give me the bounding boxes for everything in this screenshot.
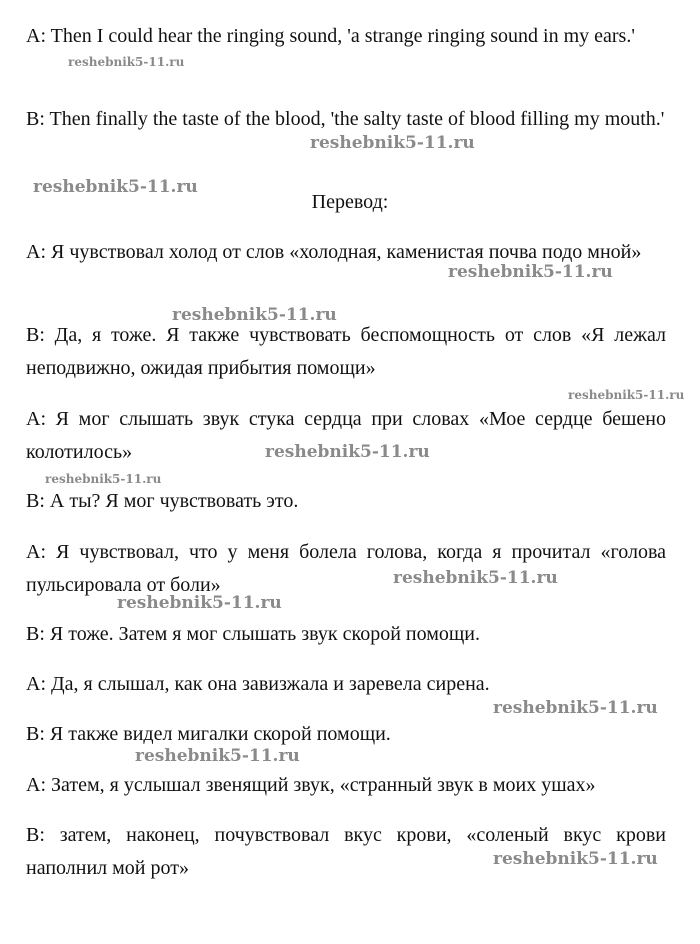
paragraph-ru-b-helpless: B: Да, я тоже. Я также чувствовать беспомощность от слов «Я лежал неподвижно, ожидая прибытия помощи» xyxy=(26,324,666,379)
watermark-12: reshebnik5-11.ru xyxy=(135,746,300,766)
translation-heading: Перевод: xyxy=(311,191,389,213)
watermark-2: reshebnik5-11.ru xyxy=(310,133,475,153)
watermark-4: reshebnik5-11.ru xyxy=(448,262,613,282)
watermark-11: reshebnik5-11.ru xyxy=(493,698,658,718)
watermark-7: reshebnik5-11.ru xyxy=(265,442,430,462)
watermark-9: reshebnik5-11.ru xyxy=(393,568,558,588)
watermark-3: reshebnik5-11.ru xyxy=(33,177,198,197)
watermark-6: reshebnik5-11.ru xyxy=(568,388,685,402)
paragraph-ru-b-ambulance: B: Я тоже. Затем я мог слышать звук скорой помощи. xyxy=(26,623,481,645)
paragraph-ru-a-heart: A: Я мог слышать звук стука сердца при словах «Мое сердце бешено колотилось» xyxy=(26,408,666,463)
watermark-1: reshebnik5-11.ru xyxy=(68,55,185,69)
watermark-10: reshebnik5-11.ru xyxy=(117,593,282,613)
paragraph-ru-a-ringing: A: Затем, я услышал звенящий звук, «странный звук в моих ушах» xyxy=(26,774,596,796)
watermark-13: reshebnik5-11.ru xyxy=(493,849,658,869)
paragraph-ru-a-cold: A: Я чувствовал холод от слов «холодная, каменистая почва подо мной» xyxy=(26,241,642,263)
paragraph-en-b-blood: B: Then finally the taste of the blood, 'the salty taste of blood filling my mouth.' xyxy=(26,108,665,130)
paragraph-ru-b-blood: B: затем, наконец, почувствовал вкус крови, «соленый вкус крови наполнил мой рот» xyxy=(26,824,666,879)
paragraph-ru-b-lights: B: Я также видел мигалки скорой помощи. xyxy=(26,723,391,745)
watermark-8: reshebnik5-11.ru xyxy=(45,472,162,486)
paragraph-en-a-ringing: A: Then I could hear the ringing sound, 'a strange ringing sound in my ears.' xyxy=(26,25,635,47)
paragraph-ru-a-siren: A: Да, я слышал, как она завизжала и заревела сирена. xyxy=(26,673,490,695)
paragraph-ru-a-headache: A: Я чувствовал, что у меня болела голова, когда я прочитал «голова пульсировала от боли» xyxy=(26,541,666,596)
watermark-5: reshebnik5-11.ru xyxy=(172,305,337,325)
paragraph-ru-b-feel: B: А ты? Я мог чувствовать это. xyxy=(26,490,299,512)
